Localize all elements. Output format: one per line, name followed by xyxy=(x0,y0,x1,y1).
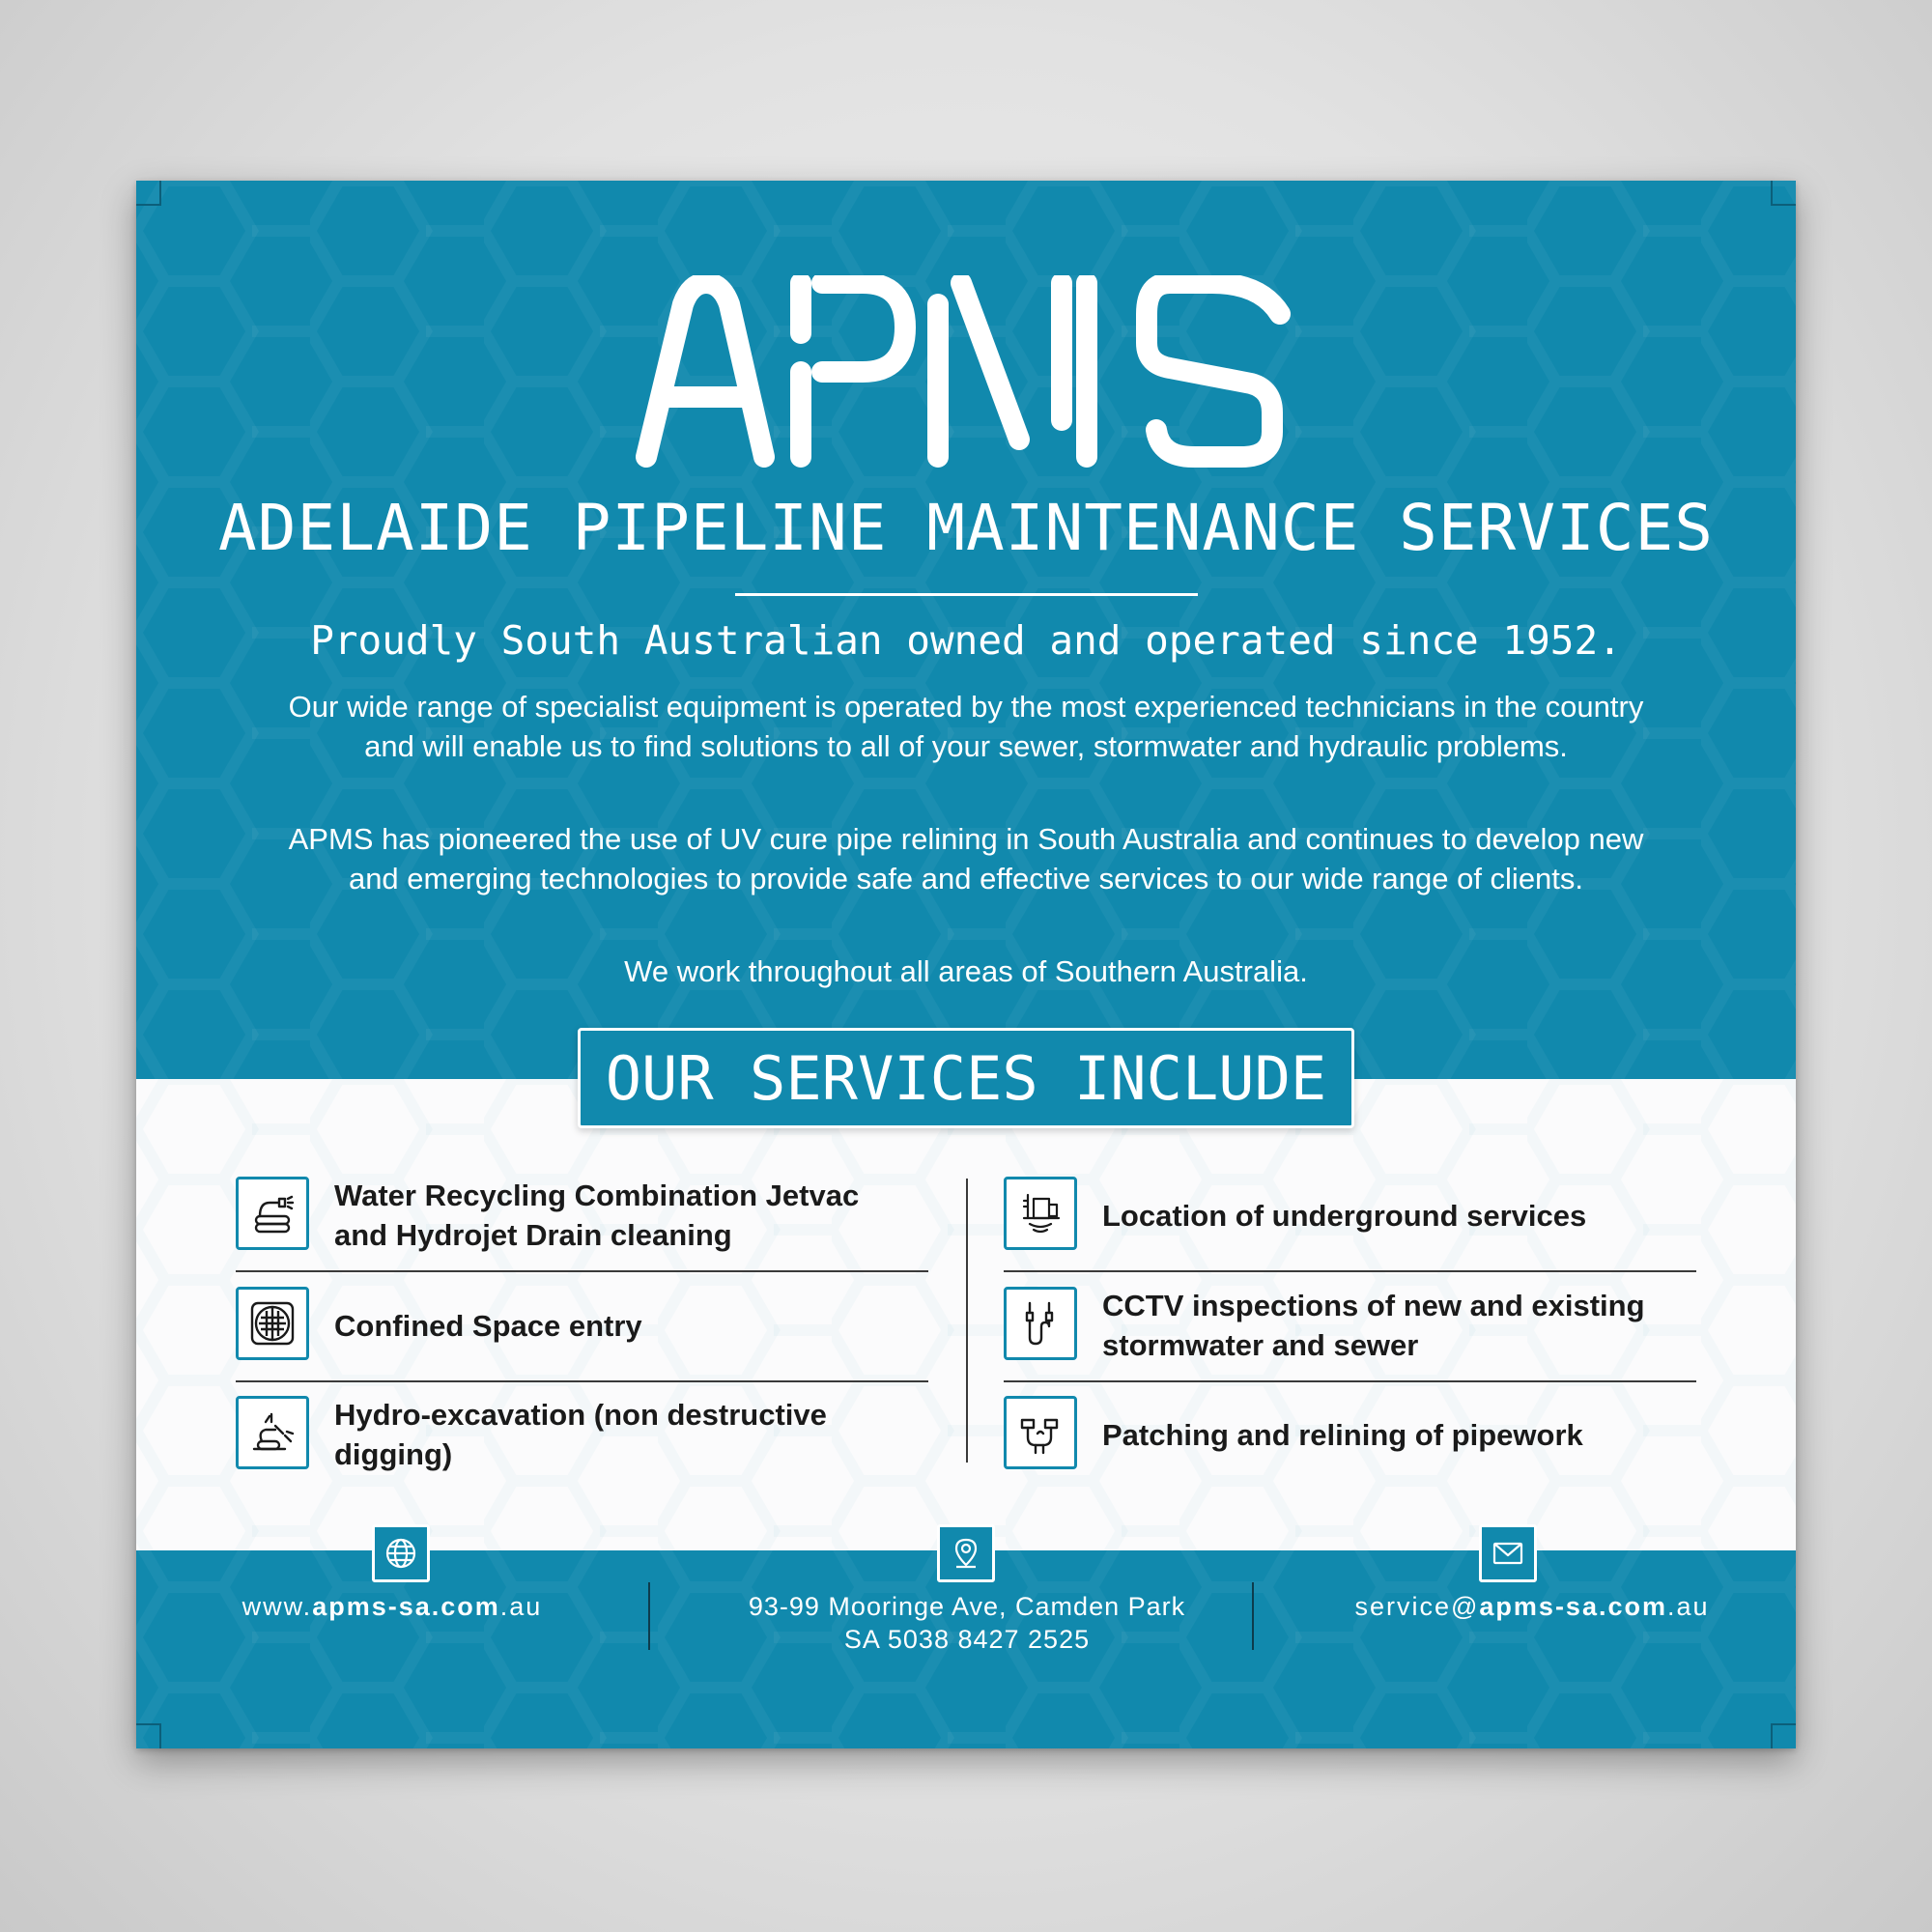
service-item xyxy=(236,1396,931,1492)
intro-paragraph: We work throughout all areas of Southern Australia. xyxy=(624,954,1308,988)
service-divider xyxy=(236,1270,928,1272)
globe-icon xyxy=(372,1524,430,1582)
service-divider xyxy=(1004,1270,1696,1272)
services-heading-box xyxy=(578,1028,1354,1128)
website-domain: apms-sa.com xyxy=(312,1592,500,1621)
contact-divider xyxy=(648,1582,650,1650)
tagline: Proudly South Australian owned and operated since 1952. xyxy=(310,617,1622,664)
service-label: Confined Space entry xyxy=(334,1308,642,1343)
service-label: Patching and relining of pipework xyxy=(1102,1417,1583,1452)
service-divider xyxy=(1004,1380,1696,1382)
email-suffix: .au xyxy=(1666,1592,1710,1621)
crop-mark xyxy=(136,181,161,206)
service-item xyxy=(1004,1177,1699,1273)
underground-locator-icon xyxy=(1004,1177,1077,1250)
intro-paragraph: APMS has pioneered the use of UV cure pipe relining in South Australia and continues to develop new and emerging technologies to provide safe and effective services to our wide range of clients. xyxy=(288,822,1644,895)
banner xyxy=(136,181,1796,1748)
crop-mark xyxy=(1771,181,1796,206)
hydro-excavation-icon xyxy=(236,1396,309,1469)
service-label: CCTV inspections of new and existing stormwater and sewer xyxy=(1102,1289,1645,1362)
manhole-cover-icon xyxy=(236,1287,309,1360)
intro-paragraph: Our wide range of specialist equipment is operated by the most experienced technicians in the country and will enable us to find solutions to all of your sewer, stormwater and hydraulic problems. xyxy=(288,690,1644,763)
website-suffix: .au xyxy=(499,1592,543,1621)
service-label: Water Recycling Combination Jetvac and Hydrojet Drain cleaning xyxy=(334,1179,860,1252)
cctv-camera-cable-icon xyxy=(1004,1287,1077,1360)
column-divider xyxy=(966,1179,968,1463)
service-item xyxy=(1004,1287,1699,1383)
address-phone-line: SA 5038 8427 2525 xyxy=(843,1625,1091,1654)
services-heading: OUR SERVICES INCLUDE xyxy=(605,1042,1327,1114)
service-divider xyxy=(236,1380,928,1382)
contact-divider xyxy=(1252,1582,1254,1650)
address-text xyxy=(716,1590,1218,1656)
address-line: 93-99 Mooringe Ave, Camden Park xyxy=(748,1592,1186,1621)
service-label: Location of underground services xyxy=(1102,1198,1587,1233)
service-item xyxy=(236,1287,931,1383)
envelope-icon xyxy=(1479,1524,1537,1582)
company-name: ADELAIDE PIPELINE MAINTENANCE SERVICES xyxy=(218,491,1714,565)
title-divider xyxy=(735,593,1198,596)
location-pin-icon xyxy=(937,1524,995,1582)
email-prefix: service@ xyxy=(1354,1592,1480,1621)
email-text[interactable] xyxy=(1310,1590,1754,1623)
website-prefix: www. xyxy=(242,1592,313,1621)
pipe-fitting-icon xyxy=(1004,1396,1077,1469)
service-item xyxy=(1004,1396,1699,1492)
service-label: Hydro-excavation (non destructive digging) xyxy=(334,1398,827,1471)
apms-logo xyxy=(633,275,1309,469)
service-item xyxy=(236,1177,931,1273)
crop-mark xyxy=(136,1723,161,1748)
website-text[interactable] xyxy=(194,1590,590,1623)
email-domain: apms-sa.com xyxy=(1479,1592,1667,1621)
crop-mark xyxy=(1771,1723,1796,1748)
jetvac-hose-icon xyxy=(236,1177,309,1250)
